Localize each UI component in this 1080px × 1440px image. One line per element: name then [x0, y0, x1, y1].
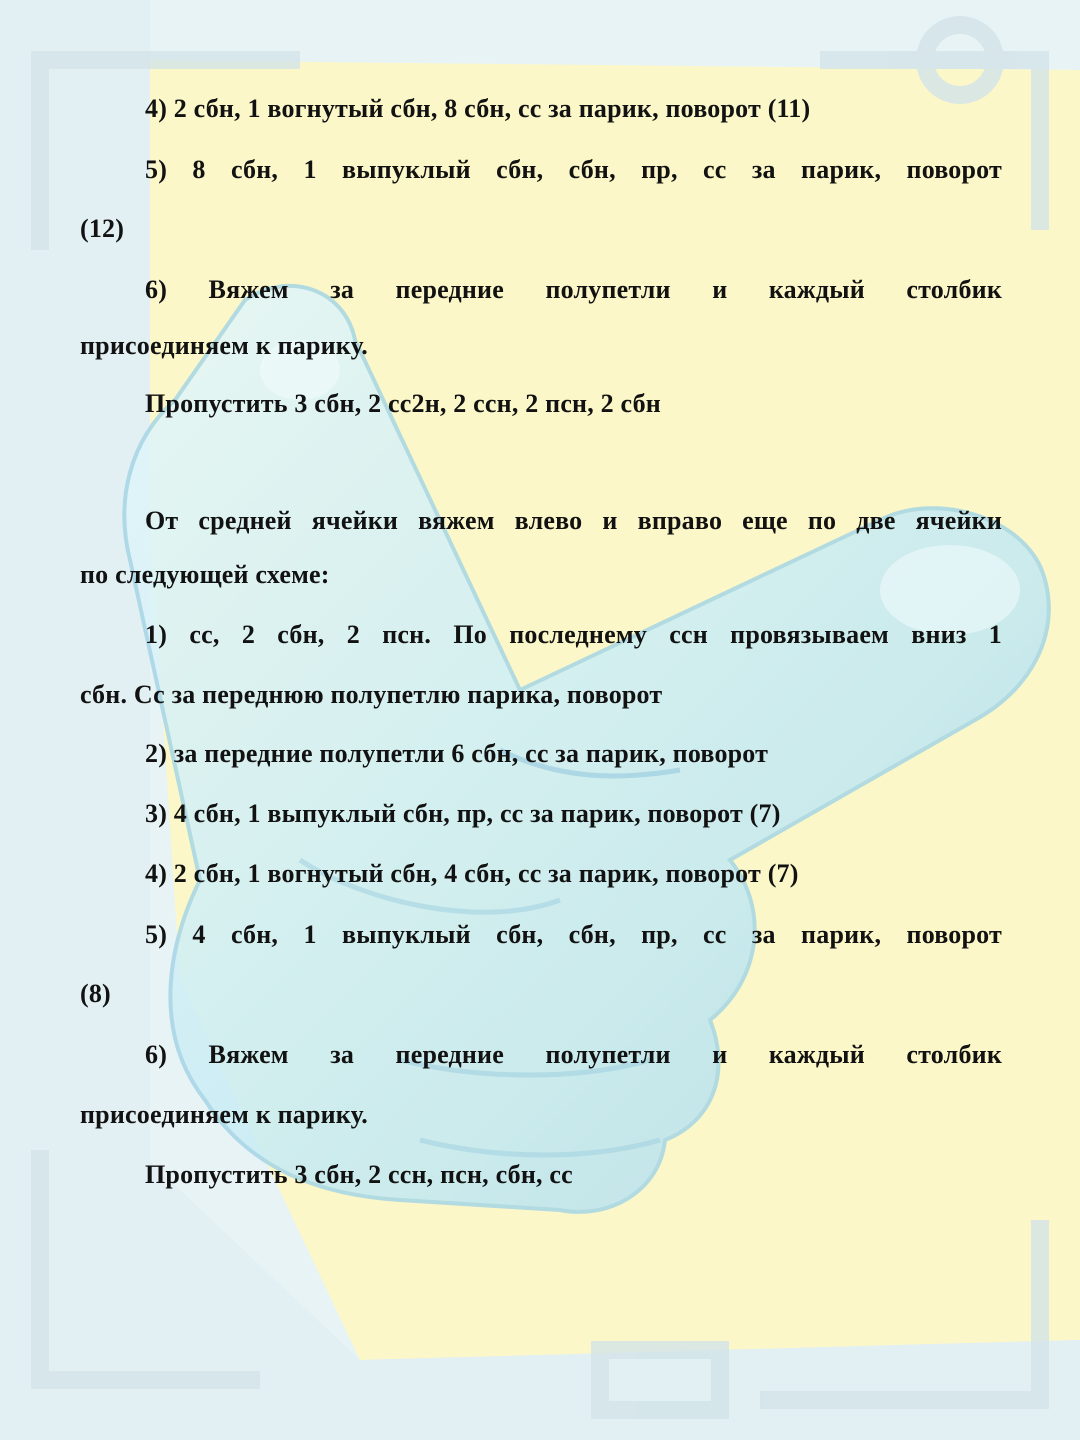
section-intro-cont: по следующей схеме:	[80, 560, 330, 589]
pattern-row-6-b-cont: присоединяем к парику.	[80, 1100, 368, 1129]
pattern-row-6-a: 6) Вяжем за передние полупетли и каждый столбик	[145, 275, 1002, 304]
pattern-row-4-a: 4) 2 сбн, 1 вогнутый сбн, 8 сбн, сс за парик, поворот (11)	[145, 94, 811, 123]
skip-instruction-b: Пропустить 3 сбн, 2 ссн, псн, сбн, сс	[145, 1160, 573, 1189]
pattern-row-5-a: 5) 8 сбн, 1 выпуклый сбн, сбн, пр, сс за парик, поворот	[145, 155, 1002, 184]
pattern-row-1-b-cont: сбн. Сс за переднюю полупетлю парика, поворот	[80, 680, 663, 709]
pattern-row-5-b: 5) 4 сбн, 1 выпуклый сбн, сбн, пр, сс за парик, поворот	[145, 920, 1002, 949]
pattern-row-5-a-count: (12)	[80, 214, 125, 243]
pattern-row-3-b: 3) 4 сбн, 1 выпуклый сбн, пр, сс за парик, поворот (7)	[145, 799, 781, 828]
skip-instruction-a: Пропустить 3 сбн, 2 сс2н, 2 ссн, 2 псн, 2 сбн	[145, 389, 661, 418]
pattern-row-6-a-cont: присоединяем к парику.	[80, 331, 368, 360]
pattern-row-5-b-count: (8)	[80, 979, 111, 1008]
section-intro: От средней ячейки вяжем влево и вправо еще по две ячейки	[145, 506, 1002, 535]
pattern-row-1-b: 1) сс, 2 сбн, 2 псн. По последнему ссн провязываем вниз 1	[145, 620, 1002, 649]
pattern-row-4-b: 4) 2 сбн, 1 вогнутый сбн, 4 сбн, сс за парик, поворот (7)	[145, 859, 799, 888]
pattern-row-2-b: 2) за передние полупетли 6 сбн, сс за парик, поворот	[145, 739, 769, 768]
pattern-row-6-b: 6) Вяжем за передние полупетли и каждый столбик	[145, 1040, 1002, 1069]
